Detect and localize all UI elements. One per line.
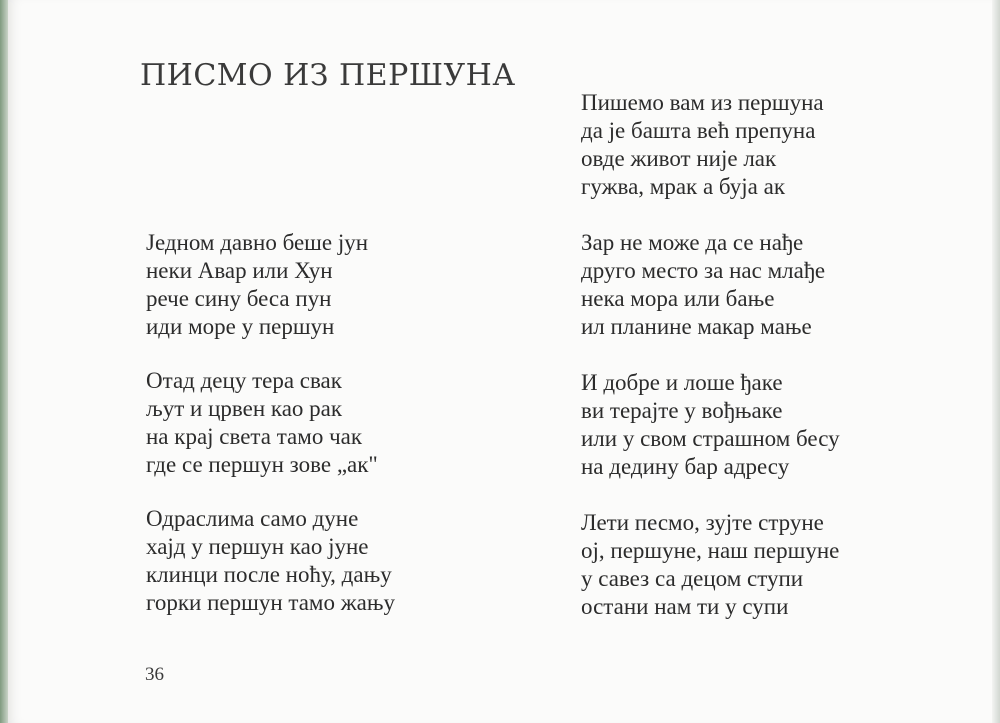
verse-line: ој, першуне, наш першуне: [581, 538, 840, 563]
stanza: [581, 369, 840, 481]
verse-line: иди море у першун: [146, 314, 335, 339]
verse-line: где се першун зове „ак": [146, 452, 378, 477]
verse-line: Лети песмо, зујте струне: [581, 510, 824, 535]
verse-line: нека мора или бање: [581, 286, 775, 311]
verse-line: на дедину бар адресу: [581, 454, 790, 479]
verse-line: љут и црвен као рак: [146, 396, 343, 421]
verse-line: остани нам ти у супи: [581, 594, 789, 619]
book-spine-edge: [0, 0, 8, 723]
book-page: [8, 0, 992, 723]
stanza: [146, 229, 395, 341]
verse-line: или у свом страшном бесу: [581, 426, 840, 451]
verse-line: ви терајте у вођњаке: [581, 398, 783, 423]
verse-line: Зар не може да се нађе: [581, 230, 804, 255]
stanza: [146, 505, 395, 617]
page-number: 36: [145, 664, 164, 685]
poem-title: ПИСМО ИЗ ПЕРШУНА: [140, 58, 516, 93]
stanza: [581, 229, 840, 341]
verse-line: рече сину беса пун: [146, 286, 332, 311]
stanza: [581, 89, 840, 201]
verse-line: Одраслима само дуне: [146, 506, 359, 531]
verse-line: гужва, мрак а буја ак: [581, 174, 785, 199]
verse-line: Пишемо вам из першуна: [581, 90, 824, 115]
verse-line: овде живот није лак: [581, 146, 777, 171]
verse-line: у савез са децом ступи: [581, 566, 804, 591]
verse-line: друго место за нас млађе: [581, 258, 826, 283]
poem-left-column: [146, 229, 395, 617]
page-right-edge: [992, 0, 1000, 723]
verse-line: горки першун тамо жању: [146, 590, 395, 615]
verse-line: Отад децу тера свак: [146, 368, 342, 393]
verse-line: да је башта већ препуна: [581, 118, 816, 143]
verse-line: клинци после ноћу, дању: [146, 562, 392, 587]
verse-line: ил планине макар мање: [581, 314, 812, 339]
verse-line: Једном давно беше јун: [146, 230, 369, 255]
poem-right-column: [581, 89, 840, 621]
stanza: [146, 367, 395, 479]
stanza: [581, 509, 840, 621]
verse-line: неки Авар или Хун: [146, 258, 333, 283]
verse-line: хајд у першун као јуне: [146, 534, 369, 559]
verse-line: И добре и лоше ђаке: [581, 370, 783, 395]
verse-line: на крај света тамо чак: [146, 424, 363, 449]
